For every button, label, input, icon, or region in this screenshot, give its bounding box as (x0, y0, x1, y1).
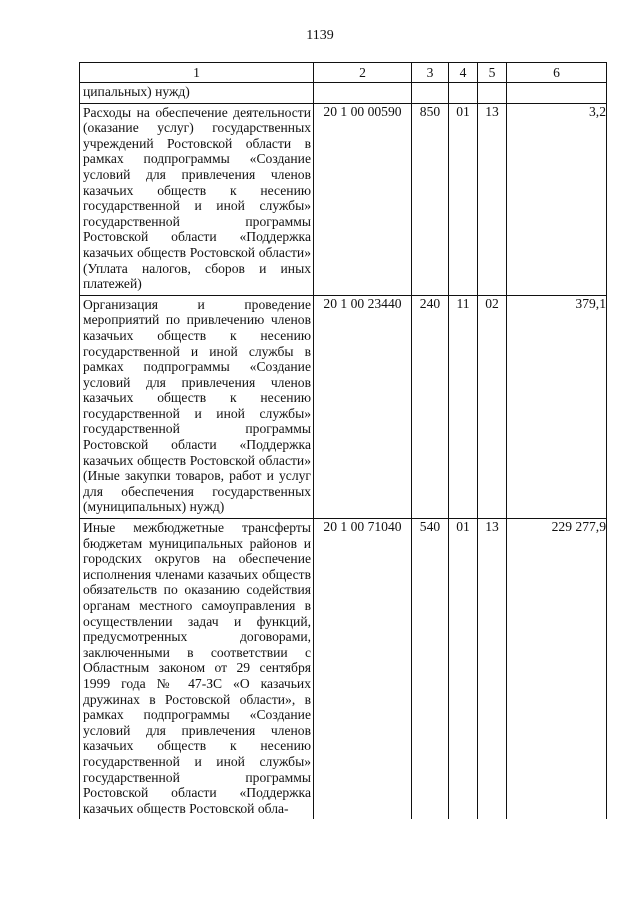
row-description: Организация и проведение мероприятий по привлечению членов казачьих обществ к несению государственной и иной службы в рамках подпрограммы «Создание условий для привлечения членов казачьих обществ к несению государственной и иной службы» государственной программы Ростовской области «Поддержка казачьих обществ Ростовской области» (Иные закупки товаров, работ и услуг для обеспечения государственных (муниципальных) нужд) (83, 296, 311, 515)
header-col-2: 2 (314, 63, 412, 83)
row-description: Расходы на обеспечение деятельности (оказание услуг) государственных учреждений Ростовской области в рамках подпрограммы «Создание условий для привлечения членов казачьих обществ к несению государственной и иной службы» государственной программы Ростовской области «Поддержка казачьих обществ Ростовской области» (Уплата налогов, сборов и иных платежей) (83, 104, 311, 292)
header-col-4: 4 (449, 63, 478, 83)
target-article-cell: 20 1 00 00590 (314, 103, 412, 295)
page-number: 1139 (306, 28, 334, 43)
subsection-cell: 13 (478, 519, 507, 820)
empty-cell (507, 83, 607, 104)
empty-cell (314, 83, 412, 104)
section-cell: 11 (449, 295, 478, 518)
continuation-text (80, 83, 314, 104)
table-row (80, 103, 607, 295)
subsection-cell: 02 (478, 295, 507, 518)
target-article-cell: 20 1 00 23440 (314, 295, 412, 518)
empty-cell (412, 83, 449, 104)
section-cell: 01 (449, 519, 478, 820)
description-cell (80, 519, 314, 820)
amount-cell: 3,2 (507, 103, 607, 295)
table-row-continuation (80, 83, 607, 104)
expense-type-cell: 540 (412, 519, 449, 820)
header-col-6: 6 (507, 63, 607, 83)
description-cell (80, 103, 314, 295)
empty-cell (478, 83, 507, 104)
header-col-1: 1 (80, 63, 314, 83)
expense-type-cell: 850 (412, 103, 449, 295)
description-cell (80, 295, 314, 518)
budget-table (79, 62, 607, 819)
table-row (80, 519, 607, 820)
row-description: Иные межбюджетные трансферты бюджетам муниципальных районов и городских округов на обеспечение исполнения членами казачьих обществ обязательств по оказанию содействия органам местного самоуправления в осуществлении задач и функций, предусмотренных договорами, заключенными в соответствии с Областным законом от 29 сентября 1999 года № 47-ЗС «О казачьих дружинах в Ростовской области», в рамках подпрограммы «Создание условий для привлечения членов казачьих обществ к несению государственной и иной службы» государственной программы Ростовской области «Поддержка казачьих обществ Ростовской обла- (83, 520, 311, 816)
amount-cell: 229 277,9 (507, 519, 607, 820)
table-row (80, 295, 607, 518)
continuation-description: ципальных) нужд) (83, 84, 190, 99)
table-header (80, 63, 607, 83)
header-col-3: 3 (412, 63, 449, 83)
section-cell: 01 (449, 103, 478, 295)
expense-type-cell: 240 (412, 295, 449, 518)
amount-cell: 379,1 (507, 295, 607, 518)
header-row (80, 63, 607, 83)
empty-cell (449, 83, 478, 104)
subsection-cell: 13 (478, 103, 507, 295)
target-article-cell: 20 1 00 71040 (314, 519, 412, 820)
table-body (80, 83, 607, 820)
header-col-5: 5 (478, 63, 507, 83)
